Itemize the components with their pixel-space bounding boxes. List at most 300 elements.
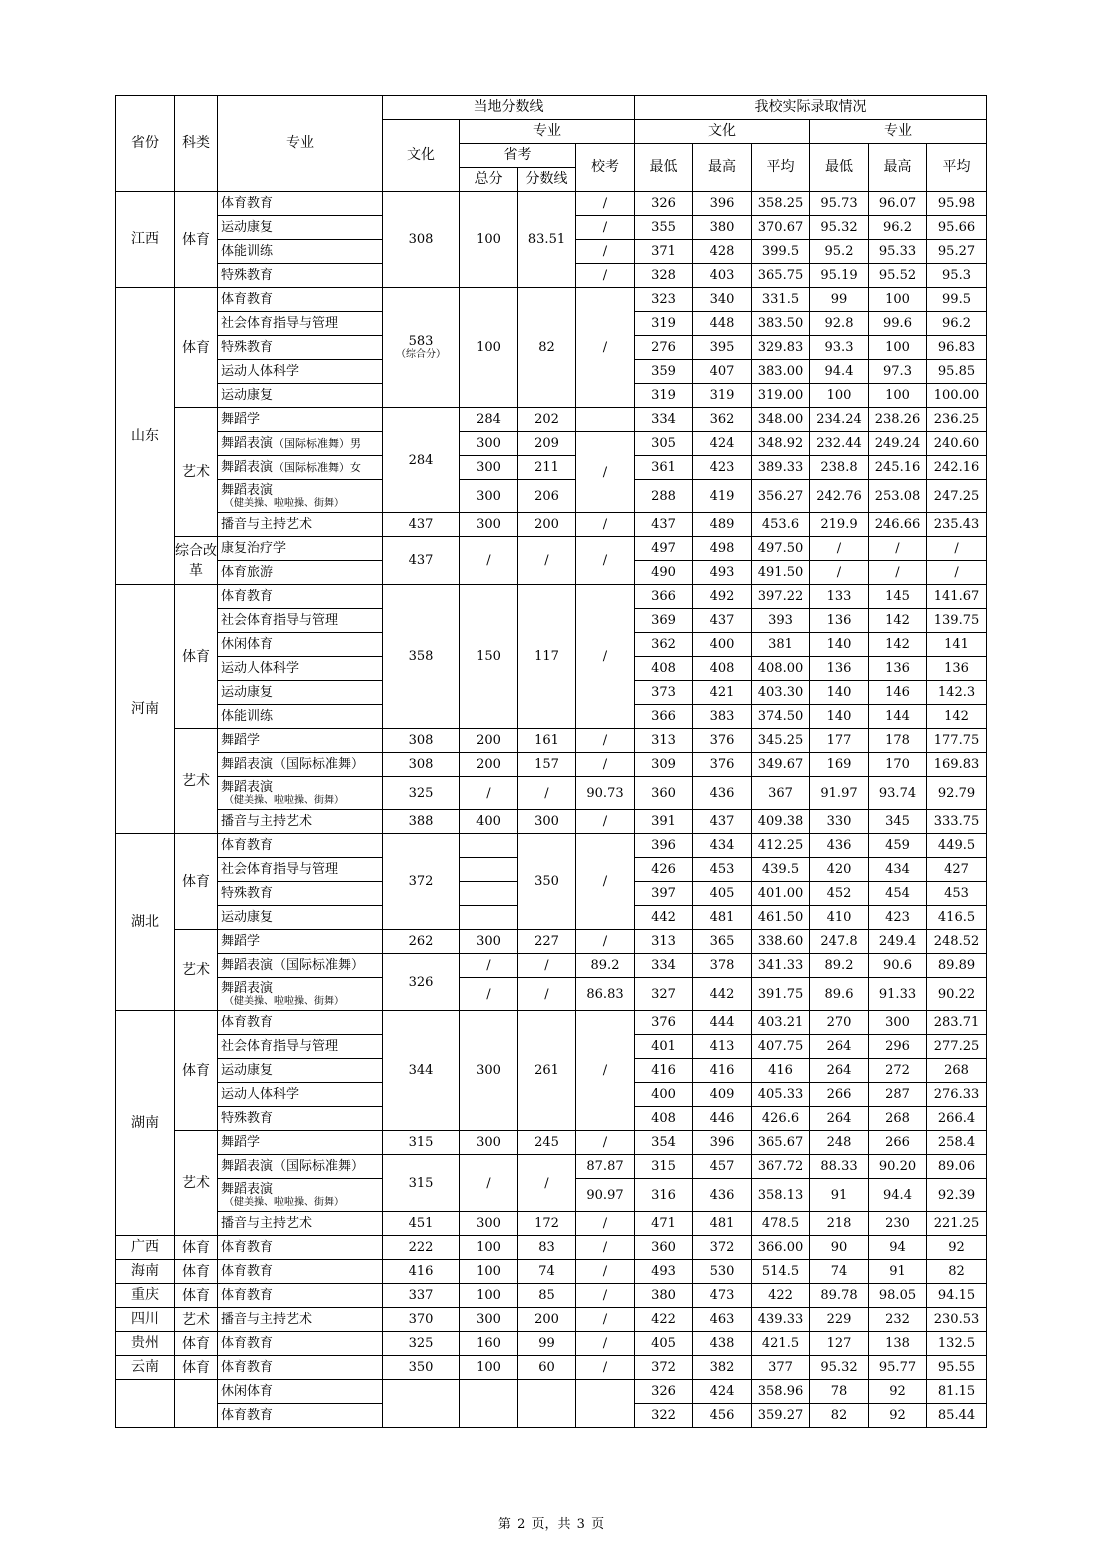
culture-min-cell: 361 <box>635 456 693 480</box>
table-row <box>116 834 987 858</box>
specialty-max-cell: 90.6 <box>869 954 927 978</box>
table-row <box>116 978 987 1011</box>
culture-avg-cell: 358.25 <box>752 192 810 216</box>
local-culture-cell: 370 <box>383 1308 460 1332</box>
specialty-min-cell: 95.32 <box>810 216 869 240</box>
major-cell <box>218 777 383 810</box>
culture-max-cell: 396 <box>693 1131 752 1155</box>
major-name: 特殊教育 <box>221 1111 274 1126</box>
local-line-cell: 82 <box>518 288 576 408</box>
major-cell <box>218 1059 383 1083</box>
specialty-max-cell: 268 <box>869 1107 927 1131</box>
specialty-min-cell: 91 <box>810 1179 869 1212</box>
major-cell <box>218 537 383 561</box>
culture-min-cell: 380 <box>635 1284 693 1308</box>
header-major: 专业 <box>218 96 383 192</box>
major-name: 运动康复 <box>221 1063 274 1078</box>
major-name: 运动人体科学 <box>221 1087 300 1102</box>
major-name: 舞蹈表演 <box>221 483 274 498</box>
culture-avg-cell: 370.67 <box>752 216 810 240</box>
culture-min-cell: 276 <box>635 336 693 360</box>
major-name: 运动人体科学 <box>221 364 300 379</box>
header-province: 省份 <box>116 96 175 192</box>
major-cell <box>218 1107 383 1131</box>
table-row <box>116 408 987 432</box>
culture-min-cell: 288 <box>635 480 693 513</box>
major-cell <box>218 1260 383 1284</box>
specialty-max-cell: 423 <box>869 906 927 930</box>
specialty-avg-cell: 92.39 <box>927 1179 987 1212</box>
culture-avg-cell: 416 <box>752 1059 810 1083</box>
local-line-cell: 85 <box>518 1284 576 1308</box>
culture-min-cell: 397 <box>635 882 693 906</box>
culture-min-cell: 408 <box>635 1107 693 1131</box>
culture-min-cell: 422 <box>635 1308 693 1332</box>
culture-avg-cell: 393 <box>752 609 810 633</box>
culture-max-cell: 442 <box>693 978 752 1011</box>
culture-avg-cell: 407.75 <box>752 1035 810 1059</box>
specialty-max-cell: 99.6 <box>869 312 927 336</box>
specialty-min-cell: 218 <box>810 1212 869 1236</box>
specialty-avg-cell: 266.4 <box>927 1107 987 1131</box>
culture-min-cell: 490 <box>635 561 693 585</box>
category-cell: 体育 <box>175 834 218 930</box>
specialty-avg-cell: 236.25 <box>927 408 987 432</box>
specialty-max-cell: / <box>869 561 927 585</box>
local-culture-cell: 315 <box>383 1131 460 1155</box>
culture-avg-cell: 497.50 <box>752 537 810 561</box>
culture-max-cell: 378 <box>693 954 752 978</box>
specialty-max-cell: 246.66 <box>869 513 927 537</box>
culture-max-cell: 372 <box>693 1236 752 1260</box>
major-cell <box>218 1083 383 1107</box>
specialty-min-cell: 89.2 <box>810 954 869 978</box>
specialty-max-cell: 454 <box>869 882 927 906</box>
specialty-max-cell: 94.4 <box>869 1179 927 1212</box>
specialty-min-cell: 266 <box>810 1083 869 1107</box>
major-cell <box>218 456 383 480</box>
specialty-min-cell: 95.32 <box>810 1356 869 1380</box>
header-province-exam: 省考 <box>460 144 576 168</box>
culture-avg-cell: 399.5 <box>752 240 810 264</box>
local-school-cell: / <box>576 1332 635 1356</box>
local-culture-cell <box>383 1380 460 1428</box>
culture-avg-cell: 439.5 <box>752 858 810 882</box>
specialty-min-cell: 95.73 <box>810 192 869 216</box>
specialty-max-cell: 95.33 <box>869 240 927 264</box>
local-school-cell: / <box>576 753 635 777</box>
local-total-cell: 100 <box>460 1260 518 1284</box>
culture-avg-cell: 391.75 <box>752 978 810 1011</box>
culture-max-cell: 473 <box>693 1284 752 1308</box>
culture-max-cell: 408 <box>693 657 752 681</box>
table-row <box>116 1380 987 1404</box>
culture-avg-cell: 383.00 <box>752 360 810 384</box>
local-total-cell <box>460 858 518 882</box>
culture-max-cell: 493 <box>693 561 752 585</box>
major-name: 运动康复 <box>221 910 274 925</box>
province-cell: 湖北 <box>116 834 175 1011</box>
specialty-max-cell: 95.77 <box>869 1356 927 1380</box>
culture-avg-cell: 365.75 <box>752 264 810 288</box>
culture-min-cell: 362 <box>635 633 693 657</box>
culture-min-cell: 326 <box>635 192 693 216</box>
culture-max-cell: 396 <box>693 192 752 216</box>
major-cell <box>218 240 383 264</box>
culture-score: 583 <box>408 334 434 349</box>
culture-min-cell: 471 <box>635 1212 693 1236</box>
local-school-cell: / <box>576 537 635 585</box>
specialty-min-cell: 88.33 <box>810 1155 869 1179</box>
culture-avg-cell: 405.33 <box>752 1083 810 1107</box>
major-cell <box>218 954 383 978</box>
local-total-cell: / <box>460 537 518 585</box>
specialty-avg-cell: 141.67 <box>927 585 987 609</box>
province-cell: 湖南 <box>116 1011 175 1236</box>
local-culture-cell: 344 <box>383 1011 460 1131</box>
major-name: 舞蹈学 <box>221 1135 261 1150</box>
local-total-cell: 300 <box>460 1308 518 1332</box>
specialty-min-cell: 95.19 <box>810 264 869 288</box>
specialty-avg-cell: 177.75 <box>927 729 987 753</box>
local-total-cell: 300 <box>460 513 518 537</box>
major-name: 社会体育指导与管理 <box>221 613 339 628</box>
specialty-min-cell: 89.78 <box>810 1284 869 1308</box>
specialty-max-cell: 144 <box>869 705 927 729</box>
specialty-avg-cell: / <box>927 561 987 585</box>
major-cell <box>218 1308 383 1332</box>
culture-min-cell: 437 <box>635 513 693 537</box>
major-name: 社会体育指导与管理 <box>221 316 339 331</box>
specialty-avg-cell: 258.4 <box>927 1131 987 1155</box>
major-name: 体育教育 <box>221 1360 274 1375</box>
major-name: 舞蹈表演 <box>221 780 274 795</box>
local-line-cell: / <box>518 954 576 978</box>
culture-max-cell: 481 <box>693 906 752 930</box>
culture-avg-cell: 412.25 <box>752 834 810 858</box>
table-row <box>116 537 987 561</box>
specialty-min-cell: 94.4 <box>810 360 869 384</box>
specialty-avg-cell: 85.44 <box>927 1404 987 1428</box>
specialty-avg-cell: 99.5 <box>927 288 987 312</box>
major-cell <box>218 408 383 432</box>
specialty-min-cell: 330 <box>810 810 869 834</box>
local-culture-cell: 308 <box>383 192 460 288</box>
culture-max-cell: 382 <box>693 1356 752 1380</box>
major-sub: （健美操、啦啦操、街舞） <box>224 1197 344 1208</box>
footer-total-pages: 3 <box>576 1517 585 1532</box>
major-name: 舞蹈表演（国际标准舞） <box>221 757 365 772</box>
local-total-cell: 100 <box>460 1284 518 1308</box>
footer-prefix: 第 <box>497 1517 511 1532</box>
culture-min-cell: 373 <box>635 681 693 705</box>
culture-avg-cell: 439.33 <box>752 1308 810 1332</box>
province-cell: 四川 <box>116 1308 175 1332</box>
local-line-cell: 300 <box>518 810 576 834</box>
major-cell <box>218 609 383 633</box>
specialty-avg-cell: 94.15 <box>927 1284 987 1308</box>
specialty-max-cell: 434 <box>869 858 927 882</box>
local-school-cell: / <box>576 930 635 954</box>
local-culture-cell: 325 <box>383 777 460 810</box>
major-cell <box>218 633 383 657</box>
major-name: 体能训练 <box>221 244 274 259</box>
major-name: 体育教育 <box>221 1240 274 1255</box>
major-cell <box>218 705 383 729</box>
local-total-cell: 300 <box>460 480 518 513</box>
local-total-cell: / <box>460 1155 518 1212</box>
major-name: 舞蹈表演（国际标准舞） <box>221 1159 365 1174</box>
specialty-max-cell: 96.2 <box>869 216 927 240</box>
table-row <box>116 729 987 753</box>
category-cell: 体育 <box>175 192 218 288</box>
category-cell: 体育 <box>175 1284 218 1308</box>
culture-min-cell: 359 <box>635 360 693 384</box>
major-cell <box>218 384 383 408</box>
local-culture-cell: 284 <box>383 408 460 513</box>
major-cell <box>218 264 383 288</box>
province-cell <box>116 1380 175 1428</box>
culture-max-cell: 340 <box>693 288 752 312</box>
major-name: 体育教育 <box>221 292 274 307</box>
major-cell <box>218 1179 383 1212</box>
local-line-cell: 245 <box>518 1131 576 1155</box>
culture-max-cell: 395 <box>693 336 752 360</box>
page-footer <box>0 1513 1102 1532</box>
culture-avg-cell: 461.50 <box>752 906 810 930</box>
specialty-max-cell: 245.16 <box>869 456 927 480</box>
major-name: 体育教育 <box>221 1015 274 1030</box>
culture-min-cell: 316 <box>635 1179 693 1212</box>
specialty-min-cell: 92.8 <box>810 312 869 336</box>
culture-max-cell: 416 <box>693 1059 752 1083</box>
culture-max-cell: 319 <box>693 384 752 408</box>
local-culture-cell: 326 <box>383 954 460 1011</box>
culture-max-cell: 444 <box>693 1011 752 1035</box>
local-culture-cell: 222 <box>383 1236 460 1260</box>
specialty-max-cell: 145 <box>869 585 927 609</box>
local-total-cell: / <box>460 777 518 810</box>
culture-min-cell: 313 <box>635 729 693 753</box>
local-total-cell <box>460 882 518 906</box>
major-name: 体育教育 <box>221 1288 274 1303</box>
specialty-min-cell: 420 <box>810 858 869 882</box>
local-line-cell: 117 <box>518 585 576 729</box>
header-school-exam: 校考 <box>576 144 635 192</box>
culture-max-cell: 383 <box>693 705 752 729</box>
culture-min-cell: 396 <box>635 834 693 858</box>
major-cell <box>218 681 383 705</box>
culture-max-cell: 424 <box>693 1380 752 1404</box>
table-row <box>116 456 987 480</box>
culture-max-cell: 413 <box>693 1035 752 1059</box>
culture-avg-cell: 409.38 <box>752 810 810 834</box>
category-cell: 综合改革 <box>175 537 218 585</box>
specialty-avg-cell: 92 <box>927 1236 987 1260</box>
local-line-cell: 172 <box>518 1212 576 1236</box>
province-cell: 江西 <box>116 192 175 288</box>
specialty-avg-cell: 89.89 <box>927 954 987 978</box>
specialty-avg-cell: 96.2 <box>927 312 987 336</box>
category-cell: 艺术 <box>175 729 218 834</box>
specialty-avg-cell: 230.53 <box>927 1308 987 1332</box>
specialty-avg-cell: 268 <box>927 1059 987 1083</box>
major-name: 舞蹈表演（国际标准舞） <box>221 958 365 973</box>
local-school-cell: / <box>576 810 635 834</box>
local-total-cell: 284 <box>460 408 518 432</box>
major-sub: （健美操、啦啦操、街舞） <box>224 996 344 1007</box>
local-line-cell: / <box>518 537 576 585</box>
local-line-cell: 99 <box>518 1332 576 1356</box>
specialty-min-cell: 82 <box>810 1404 869 1428</box>
culture-avg-cell: 338.60 <box>752 930 810 954</box>
specialty-avg-cell: 81.15 <box>927 1380 987 1404</box>
specialty-max-cell: 96.07 <box>869 192 927 216</box>
local-culture-cell: 372 <box>383 834 460 930</box>
major-cell <box>218 753 383 777</box>
header-culture-max: 最高 <box>693 144 752 192</box>
local-school-cell: 87.87 <box>576 1155 635 1179</box>
specialty-min-cell: 264 <box>810 1107 869 1131</box>
specialty-max-cell: 232 <box>869 1308 927 1332</box>
specialty-avg-cell: 453 <box>927 882 987 906</box>
specialty-min-cell: 99 <box>810 288 869 312</box>
table-row <box>116 954 987 978</box>
local-culture-cell: 308 <box>383 729 460 753</box>
local-culture-cell: 308 <box>383 753 460 777</box>
major-cell <box>218 1155 383 1179</box>
table-row <box>116 1131 987 1155</box>
specialty-avg-cell: 100.00 <box>927 384 987 408</box>
specialty-avg-cell: 95.85 <box>927 360 987 384</box>
culture-avg-cell: 341.33 <box>752 954 810 978</box>
local-school-cell: / <box>576 1131 635 1155</box>
culture-max-cell: 419 <box>693 480 752 513</box>
local-school-cell: / <box>576 1260 635 1284</box>
province-cell: 重庆 <box>116 1284 175 1308</box>
culture-max-cell: 428 <box>693 240 752 264</box>
local-school-cell: / <box>576 216 635 240</box>
specialty-avg-cell: 95.98 <box>927 192 987 216</box>
major-name: 社会体育指导与管理 <box>221 862 339 877</box>
major-sub-inline: （国际标准舞）男 <box>273 437 362 450</box>
category-cell: 体育 <box>175 1332 218 1356</box>
culture-avg-cell: 374.50 <box>752 705 810 729</box>
specialty-max-cell: 287 <box>869 1083 927 1107</box>
major-cell <box>218 1212 383 1236</box>
specialty-min-cell: 136 <box>810 657 869 681</box>
major-cell <box>218 585 383 609</box>
major-cell <box>218 882 383 906</box>
header-specialty-actual: 专业 <box>810 120 987 144</box>
culture-max-cell: 448 <box>693 312 752 336</box>
culture-avg-cell: 478.5 <box>752 1212 810 1236</box>
category-cell: 体育 <box>175 1236 218 1260</box>
specialty-avg-cell: 139.75 <box>927 609 987 633</box>
major-name: 体育教育 <box>221 1408 274 1423</box>
province-cell: 山东 <box>116 288 175 585</box>
local-school-cell: / <box>576 1308 635 1332</box>
culture-max-cell: 409 <box>693 1083 752 1107</box>
culture-avg-cell: 453.6 <box>752 513 810 537</box>
culture-max-cell: 423 <box>693 456 752 480</box>
major-cell <box>218 906 383 930</box>
specialty-avg-cell: 248.52 <box>927 930 987 954</box>
specialty-min-cell: 169 <box>810 753 869 777</box>
category-cell <box>175 1380 218 1428</box>
specialty-min-cell: 270 <box>810 1011 869 1035</box>
specialty-min-cell: 93.3 <box>810 336 869 360</box>
table-row <box>116 1011 987 1035</box>
specialty-max-cell: 97.3 <box>869 360 927 384</box>
local-total-cell: 100 <box>460 288 518 408</box>
culture-min-cell: 376 <box>635 1011 693 1035</box>
culture-max-cell: 446 <box>693 1107 752 1131</box>
specialty-max-cell: 91.33 <box>869 978 927 1011</box>
specialty-max-cell: 93.74 <box>869 777 927 810</box>
local-line-cell: 206 <box>518 480 576 513</box>
major-cell <box>218 1332 383 1356</box>
culture-min-cell: 360 <box>635 1236 693 1260</box>
local-line-cell <box>518 1380 576 1428</box>
culture-min-cell: 309 <box>635 753 693 777</box>
specialty-max-cell: 266 <box>869 1131 927 1155</box>
local-line-cell: 60 <box>518 1356 576 1380</box>
major-name: 体育教育 <box>221 838 274 853</box>
local-line-cell: 200 <box>518 1308 576 1332</box>
culture-avg-cell: 358.96 <box>752 1380 810 1404</box>
culture-min-cell: 426 <box>635 858 693 882</box>
local-total-cell: / <box>460 978 518 1011</box>
footer-page-number: 2 <box>517 1517 526 1532</box>
local-total-cell <box>460 906 518 930</box>
specialty-min-cell: 234.24 <box>810 408 869 432</box>
header-specialty-avg: 平均 <box>927 144 987 192</box>
specialty-max-cell: 272 <box>869 1059 927 1083</box>
culture-avg-cell: 389.33 <box>752 456 810 480</box>
culture-avg-cell: 381 <box>752 633 810 657</box>
specialty-min-cell: 90 <box>810 1236 869 1260</box>
culture-max-cell: 376 <box>693 753 752 777</box>
culture-max-cell: 492 <box>693 585 752 609</box>
local-culture-cell: 350 <box>383 1356 460 1380</box>
local-total-cell: 100 <box>460 192 518 288</box>
specialty-avg-cell: 283.71 <box>927 1011 987 1035</box>
category-cell: 艺术 <box>175 408 218 537</box>
specialty-max-cell: 300 <box>869 1011 927 1035</box>
culture-max-cell: 434 <box>693 834 752 858</box>
culture-avg-cell: 367.72 <box>752 1155 810 1179</box>
major-cell <box>218 930 383 954</box>
culture-min-cell: 323 <box>635 288 693 312</box>
specialty-min-cell: 219.9 <box>810 513 869 537</box>
header-local-score-line: 当地分数线 <box>383 96 635 120</box>
specialty-avg-cell: 92.79 <box>927 777 987 810</box>
culture-min-cell: 334 <box>635 408 693 432</box>
specialty-avg-cell: 169.83 <box>927 753 987 777</box>
culture-max-cell: 400 <box>693 633 752 657</box>
culture-max-cell: 365 <box>693 930 752 954</box>
specialty-min-cell: 133 <box>810 585 869 609</box>
major-name: 播音与主持艺术 <box>221 1216 313 1231</box>
specialty-avg-cell: 221.25 <box>927 1212 987 1236</box>
local-line-cell: 161 <box>518 729 576 753</box>
specialty-avg-cell: 96.83 <box>927 336 987 360</box>
major-cell <box>218 1284 383 1308</box>
major-name: 休闲体育 <box>221 1384 274 1399</box>
culture-min-cell: 319 <box>635 312 693 336</box>
specialty-max-cell: 230 <box>869 1212 927 1236</box>
